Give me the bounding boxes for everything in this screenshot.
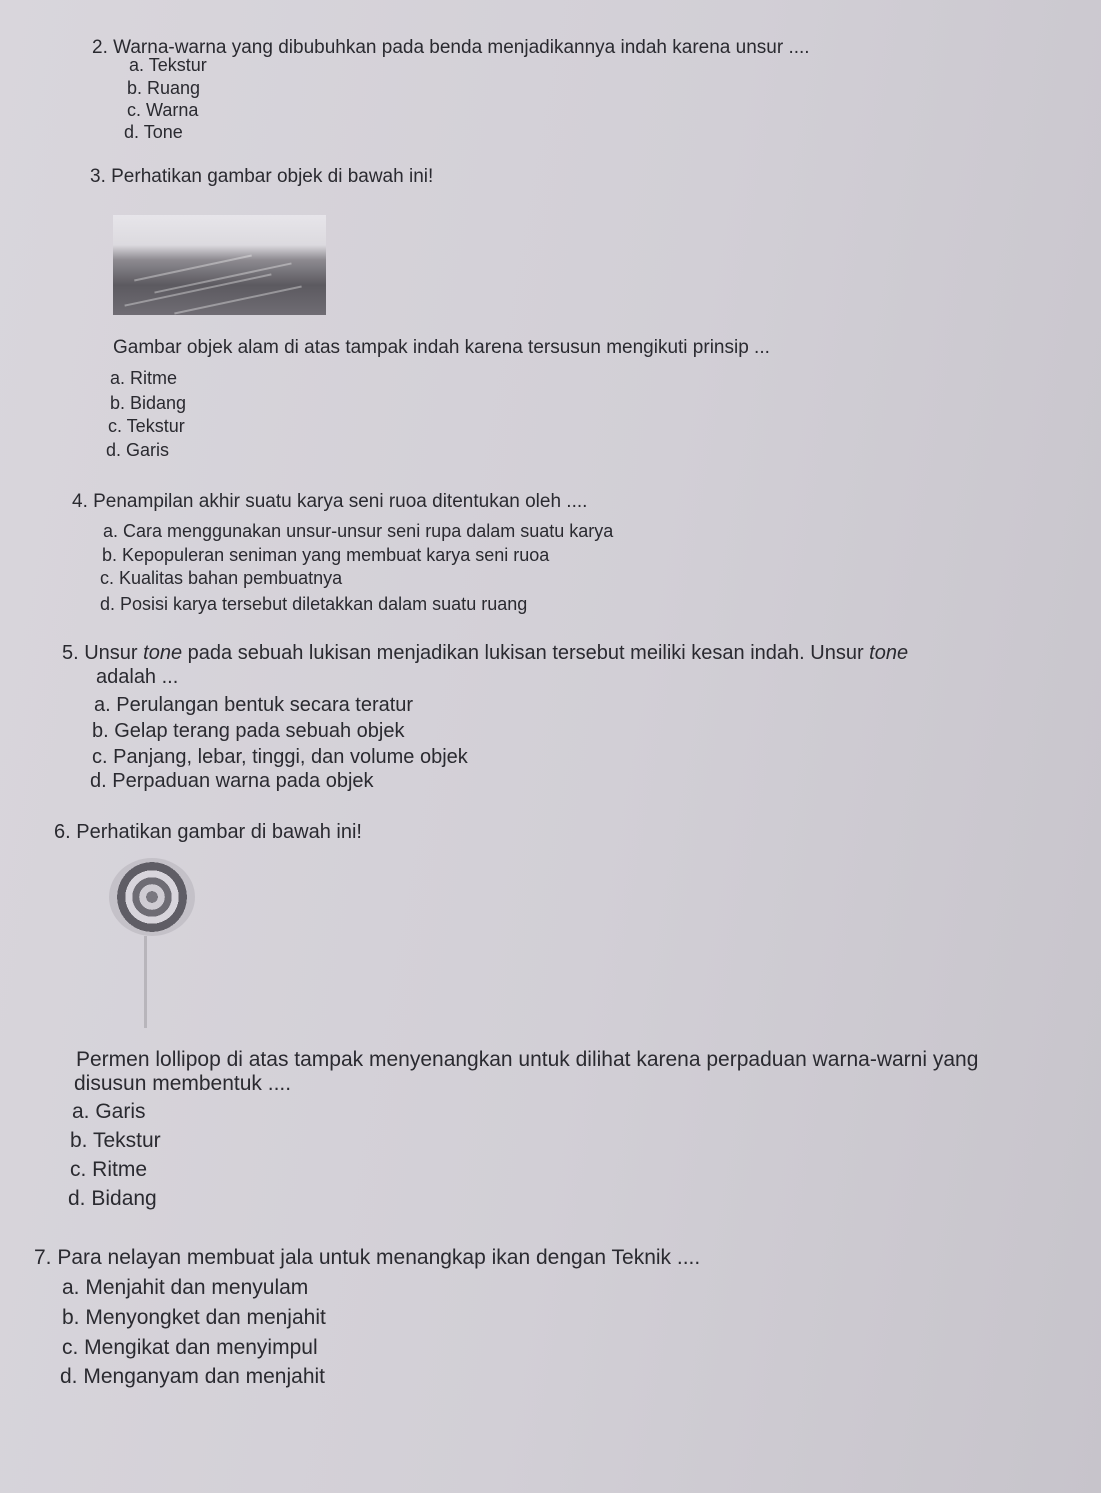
q4-option-c: c. Kualitas bahan pembuatnya: [100, 568, 343, 588]
q2-option-b: b. Ruang: [127, 78, 201, 98]
q7-option-b: b. Menyongket dan menjahit: [62, 1306, 326, 1329]
question-4: 4. Penampilan akhir suatu karya seni ruoa ditentukan oleh ....: [72, 491, 588, 512]
q6-option-b: b. Tekstur: [70, 1129, 161, 1152]
landscape-photo: [113, 215, 326, 315]
q3-option-b: b. Bidang: [110, 393, 187, 413]
q3-option-a: a. Ritme: [110, 368, 178, 388]
q2-option-d: d. Tone: [124, 122, 183, 142]
q3-option-d: d. Garis: [106, 440, 170, 460]
q7-option-c: c. Mengikat dan menyimpul: [62, 1336, 318, 1359]
question-3: 3. Perhatikan gambar objek di bawah ini!: [90, 166, 434, 187]
q2-option-a: a. Tekstur: [129, 55, 207, 75]
q4-option-a: a. Cara menggunakan unsur-unsur seni rupa dalam suatu karya: [103, 521, 614, 541]
lollipop-stick: [144, 936, 147, 1028]
q3-option-c: c. Tekstur: [108, 416, 185, 436]
tone-term-2: tone: [869, 642, 909, 664]
question-2: 2. Warna-warna yang dibubuhkan pada benda menjadikannya indah karena unsur ....: [92, 37, 810, 58]
q5-option-c: c. Panjang, lebar, tinggi, dan volume objek: [92, 746, 468, 768]
tone-term: tone: [143, 642, 183, 664]
q6-option-c: c. Ritme: [70, 1158, 148, 1181]
question-7: 7. Para nelayan membuat jala untuk menangkap ikan dengan Teknik ....: [34, 1246, 701, 1269]
q6-option-d: d. Bidang: [68, 1187, 157, 1210]
q5-option-b: b. Gelap terang pada sebuah objek: [92, 720, 405, 742]
q5-option-d: d. Perpaduan warna pada objek: [90, 770, 374, 792]
question-6: 6. Perhatikan gambar di bawah ini!: [54, 821, 362, 843]
q7-option-a: a. Menjahit dan menyulam: [62, 1276, 309, 1299]
q6-followup-line2: disusun membentuk ....: [74, 1072, 292, 1095]
question-5: 5. Unsur tone pada sebuah lukisan menjadikan lukisan tersebut meiliki kesan indah. Unsur tone: [62, 642, 909, 664]
q2-option-c: c. Warna: [127, 100, 199, 120]
q4-option-b: b. Kepopuleran seniman yang membuat karya seni ruoa: [102, 545, 550, 565]
q3-followup: Gambar objek alam di atas tampak indah karena tersusun mengikuti prinsip ...: [113, 337, 770, 358]
q4-option-d: d. Posisi karya tersebut diletakkan dalam suatu ruang: [100, 594, 528, 614]
q6-option-a: a. Garis: [72, 1100, 146, 1123]
q5-option-a: a. Perulangan bentuk secara teratur: [94, 694, 414, 716]
question-5-line2: adalah ...: [96, 666, 179, 688]
q7-option-d: d. Menganyam dan menjahit: [60, 1365, 325, 1388]
q6-followup-line1: Permen lollipop di atas tampak menyenangkan untuk dilihat karena perpaduan warna-warni yang: [76, 1048, 979, 1071]
lollipop-picture: [109, 858, 195, 936]
